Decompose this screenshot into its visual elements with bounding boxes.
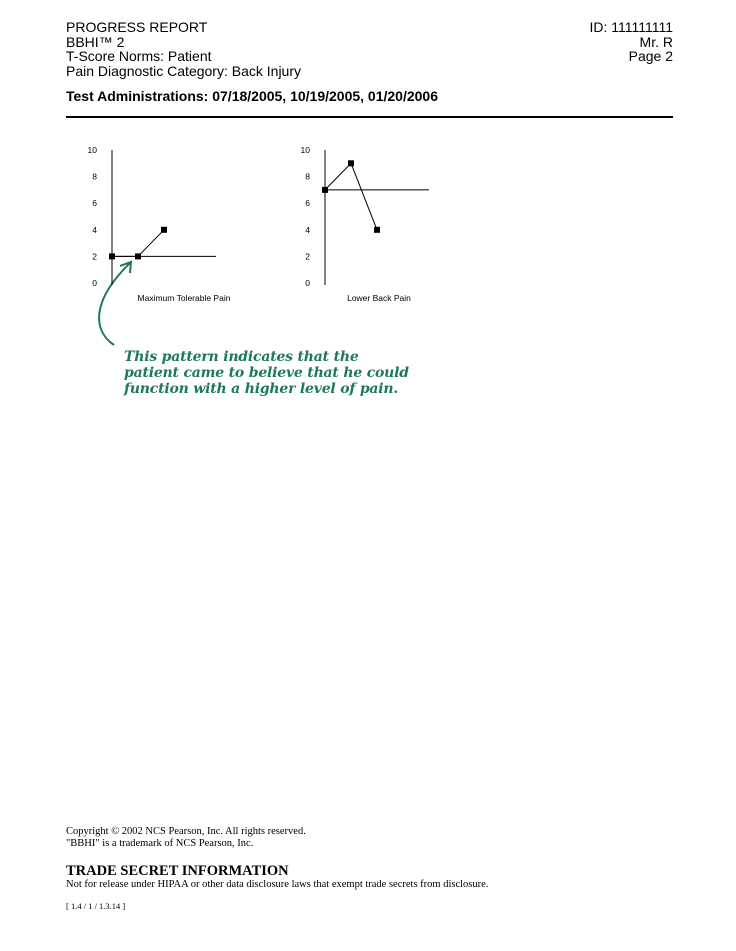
- trade-secret-title: TRADE SECRET INFORMATION: [66, 863, 289, 879]
- trade-secret-text: Not for release under HIPAA or other data disclosure laws that exempt trade secrets from disclosure.: [66, 879, 489, 890]
- chart-1-data-point: [135, 253, 141, 259]
- patient-id: ID: 111111111: [589, 19, 673, 35]
- chart-2-tick-label: 6: [305, 198, 310, 209]
- chart-2-tick-label: 10: [300, 145, 310, 155]
- annotation-line-2: patient came to believe that he could: [124, 365, 409, 381]
- chart-1-tick-label: 4: [92, 224, 97, 235]
- chart-1-tick-label: 6: [92, 198, 97, 209]
- diagnostic-category: Pain Diagnostic Category: Back Injury: [66, 62, 301, 79]
- chart-2-tick-label: 4: [305, 224, 310, 235]
- chart-1-data-point: [161, 227, 167, 233]
- test-administrations: Test Administrations: 07/18/2005, 10/19/2005, 01/20/2006: [66, 88, 438, 104]
- chart-2-tick-label: 0: [305, 278, 310, 288]
- chart-2-data-point: [374, 227, 380, 233]
- chart-1-tick-label: 2: [92, 251, 97, 262]
- report-title: PROGRESS REPORT: [66, 19, 208, 35]
- chart-2-tick-label: 8: [305, 171, 310, 182]
- trademark-text: "BBHI" is a trademark of NCS Pearson, Inc.: [66, 837, 254, 849]
- copyright-block: [66, 826, 306, 849]
- annotation-line-3: function with a higher level of pain.: [124, 381, 399, 397]
- chart-1-tick-label: 0: [92, 278, 97, 288]
- chart-1-tick-label: 8: [92, 171, 97, 182]
- copyright-text: Copyright © 2002 NCS Pearson, Inc. All rights reserved.: [66, 826, 306, 837]
- test-name: BBHI™ 2: [66, 33, 125, 50]
- page-number: Page 2: [628, 48, 673, 64]
- annotation-note: [124, 349, 444, 397]
- chart-1-series-line: [112, 230, 164, 257]
- chart-2-data-point: [348, 160, 354, 166]
- version-code: [ 1.4 / 1 / 1.3.14 ]: [66, 901, 126, 911]
- chart-2-data-point: [322, 187, 328, 193]
- chart-2-tick-label: 2: [305, 251, 310, 262]
- chart-1-x-label: Maximum Tolerable Pain: [137, 293, 231, 303]
- chart-2-x-label: Lower Back Pain: [347, 293, 411, 303]
- chart-2-series-line: [325, 163, 377, 230]
- annotation-line-1: This pattern indicates that the: [124, 349, 359, 365]
- chart-1-data-point: [109, 253, 115, 259]
- patient-name: Mr. R: [639, 33, 673, 50]
- norms-line: T-Score Norms: Patient: [66, 48, 212, 64]
- chart-1-tick-label: 10: [87, 145, 97, 155]
- annotation-arrow: [99, 263, 130, 345]
